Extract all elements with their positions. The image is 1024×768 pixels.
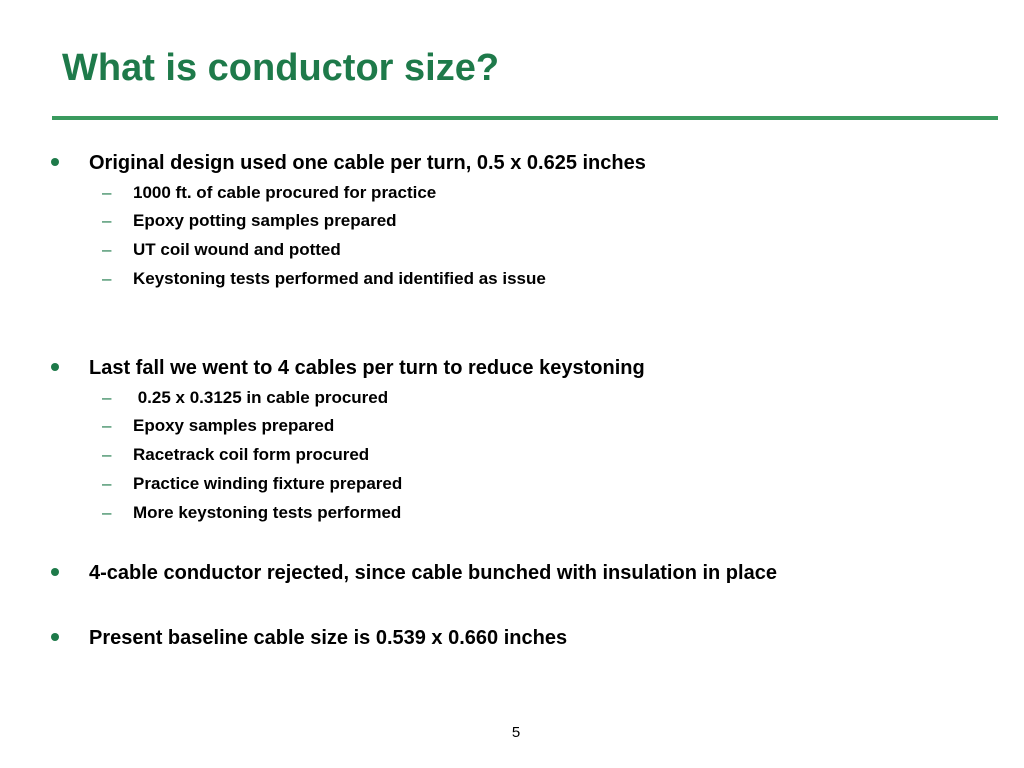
sub-item-text: Epoxy potting samples prepared <box>133 211 397 230</box>
sub-item <box>0 444 1024 468</box>
sub-item-text: 1000 ft. of cable procured for practice <box>133 183 437 202</box>
sub-item-text: Epoxy samples prepared <box>133 416 335 435</box>
sub-item <box>0 268 1024 292</box>
bullet-dot-icon <box>51 363 59 371</box>
bullet-dot-icon <box>51 633 59 641</box>
dash-icon: – <box>102 445 112 464</box>
dash-icon: – <box>102 503 112 522</box>
sub-item-text: UT coil wound and potted <box>133 240 341 259</box>
bullet-text: Present baseline cable size is 0.539 x 0.660 inches <box>89 627 568 649</box>
sub-item <box>0 502 1024 526</box>
sub-item-text: 0.25 x 0.3125 in cable procured <box>133 388 389 407</box>
bullet-text: 4-cable conductor rejected, since cable bunched with insulation in place <box>89 562 777 584</box>
slide-title: What is conductor size? <box>62 47 500 89</box>
sub-item-text: Keystoning tests performed and identified as issue <box>133 269 546 288</box>
bullet-dot-icon <box>51 568 59 576</box>
dash-icon: – <box>102 474 112 493</box>
dash-icon: – <box>102 240 112 259</box>
sub-item-text: Practice winding fixture prepared <box>133 474 403 493</box>
bullet-text: Original design used one cable per turn, 0.5 x 0.625 inches <box>89 152 646 174</box>
sub-item <box>0 387 1024 411</box>
bullet-dot-icon <box>51 158 59 166</box>
sub-item <box>0 210 1024 234</box>
sub-item <box>0 415 1024 439</box>
dash-icon: – <box>102 388 112 407</box>
sub-item <box>0 182 1024 206</box>
page-number: 5 <box>511 724 521 741</box>
dash-icon: – <box>102 211 112 230</box>
bullet-text: Last fall we went to 4 cables per turn to reduce keystoning <box>89 357 645 379</box>
title-divider <box>52 116 998 120</box>
sub-item-text: More keystoning tests performed <box>133 503 402 522</box>
sub-item <box>0 239 1024 263</box>
dash-icon: – <box>102 183 112 202</box>
sub-item <box>0 473 1024 497</box>
dash-icon: – <box>102 269 112 288</box>
dash-icon: – <box>102 416 112 435</box>
sub-item-text: Racetrack coil form procured <box>133 445 370 464</box>
